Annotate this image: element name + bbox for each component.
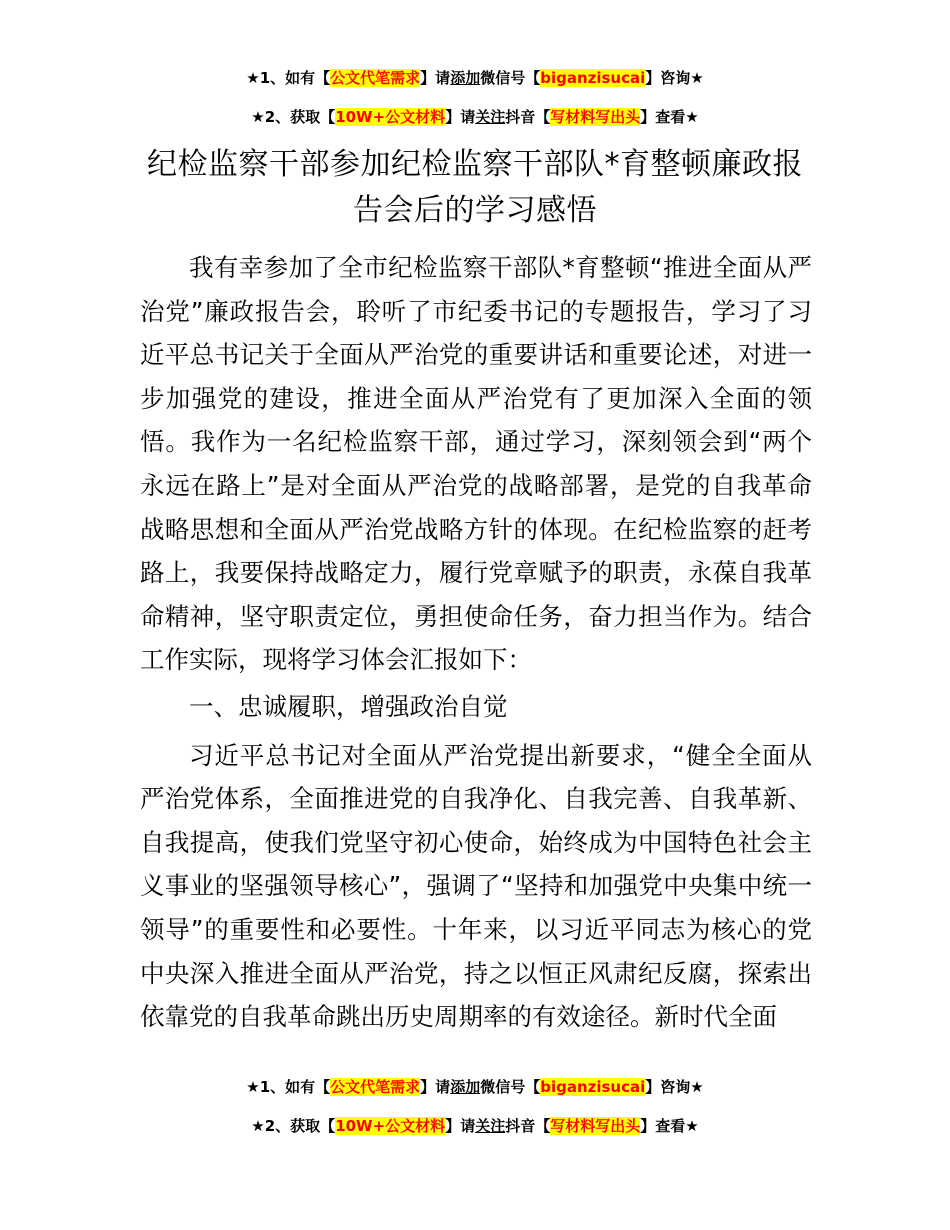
banner-highlight: 公文代笔需求: [330, 69, 421, 87]
banner-text: 】查看★: [640, 108, 699, 126]
banner-highlight: 10W+公文材料: [335, 108, 446, 126]
banner-highlight-wechat: biganzisucai: [540, 1078, 646, 1096]
banner-text: 】请: [445, 1117, 476, 1135]
section-heading-1: 一、忠诚履职，增强政治自觉: [189, 691, 508, 721]
banner-text: 】咨询★: [645, 1078, 704, 1096]
banner-highlight-douyin: 写材料写出头: [550, 108, 641, 126]
banner-text: ★2、获取【: [251, 108, 336, 126]
banner-highlight-douyin: 写材料写出头: [550, 1117, 641, 1135]
banner-text: 】请: [420, 1078, 451, 1096]
banner-text: 微信号【: [480, 1078, 541, 1096]
document-body: [140, 246, 812, 1039]
banner-text: ★1、如有【: [246, 1078, 331, 1096]
banner-underline: 添加: [450, 1078, 481, 1096]
document-title: 纪检监察干部参加纪检监察干部队*育整顿廉政报告会后的学习感悟: [147, 147, 803, 228]
banner-text: 抖音【: [505, 108, 551, 126]
bottom-banner-line-1: [0, 1076, 950, 1098]
banner-underline: 关注: [475, 1117, 506, 1135]
banner-text: 】请: [445, 108, 476, 126]
top-banner-line-2: [0, 106, 950, 128]
paragraph-section-1: 习近平总书记对全面从严治党提出新要求，“健全全面从严治党体系，全面推进党的自我净化、自我完善、自我革新、自我提高，使我们党坚守初心使命，始终成为中国特色社会主义事业的坚强领导核心”，强调了“坚持和加强党中央集中统一领导”的重要性和必要性。十年来，以习近平同志为核心的党中央深入推进全面从严治党，持之以恒正风肃纪反腐，探索出依靠党的自我革命跳出历史周期率的有效途径。新时代全面: [140, 740, 812, 1032]
banner-underline: 添加: [450, 69, 481, 87]
banner-underline: 关注: [475, 108, 506, 126]
banner-text: 抖音【: [505, 1117, 551, 1135]
banner-text: 】查看★: [640, 1117, 699, 1135]
banner-text: ★1、如有【: [246, 69, 331, 87]
banner-text: 】请: [420, 69, 451, 87]
banner-text: ★2、获取【: [251, 1117, 336, 1135]
banner-highlight-wechat: biganzisucai: [540, 69, 646, 87]
banner-highlight: 公文代笔需求: [330, 1078, 421, 1096]
top-banner-line-1: [0, 67, 950, 89]
banner-text: 微信号【: [480, 69, 541, 87]
banner-highlight: 10W+公文材料: [335, 1117, 446, 1135]
banner-text: 】咨询★: [645, 69, 704, 87]
paragraph-intro: 我有幸参加了全市纪检监察干部队*育整顿“推进全面从严治党”廉政报告会，聆听了市纪委书记的专题报告，学习了习近平总书记关于全面从严治党的重要讲话和重要论述，对进一步加强党的建设，推进全面从严治党有了更加深入全面的领悟。我作为一名纪检监察干部，通过学习，深刻领会到“两个永远在路上”是对全面从严治党的战略部署，是党的自我革命战略思想和全面从严治党战略方针的体现。在纪检监察的赶考路上，我要保持战略定力，履行党章赋予的职责，永葆自我革命精神，坚守职责定位，勇担使命任务，奋力担当作为。结合工作实际，现将学习体会汇报如下：: [140, 253, 812, 675]
bottom-banner-line-2: [0, 1115, 950, 1137]
